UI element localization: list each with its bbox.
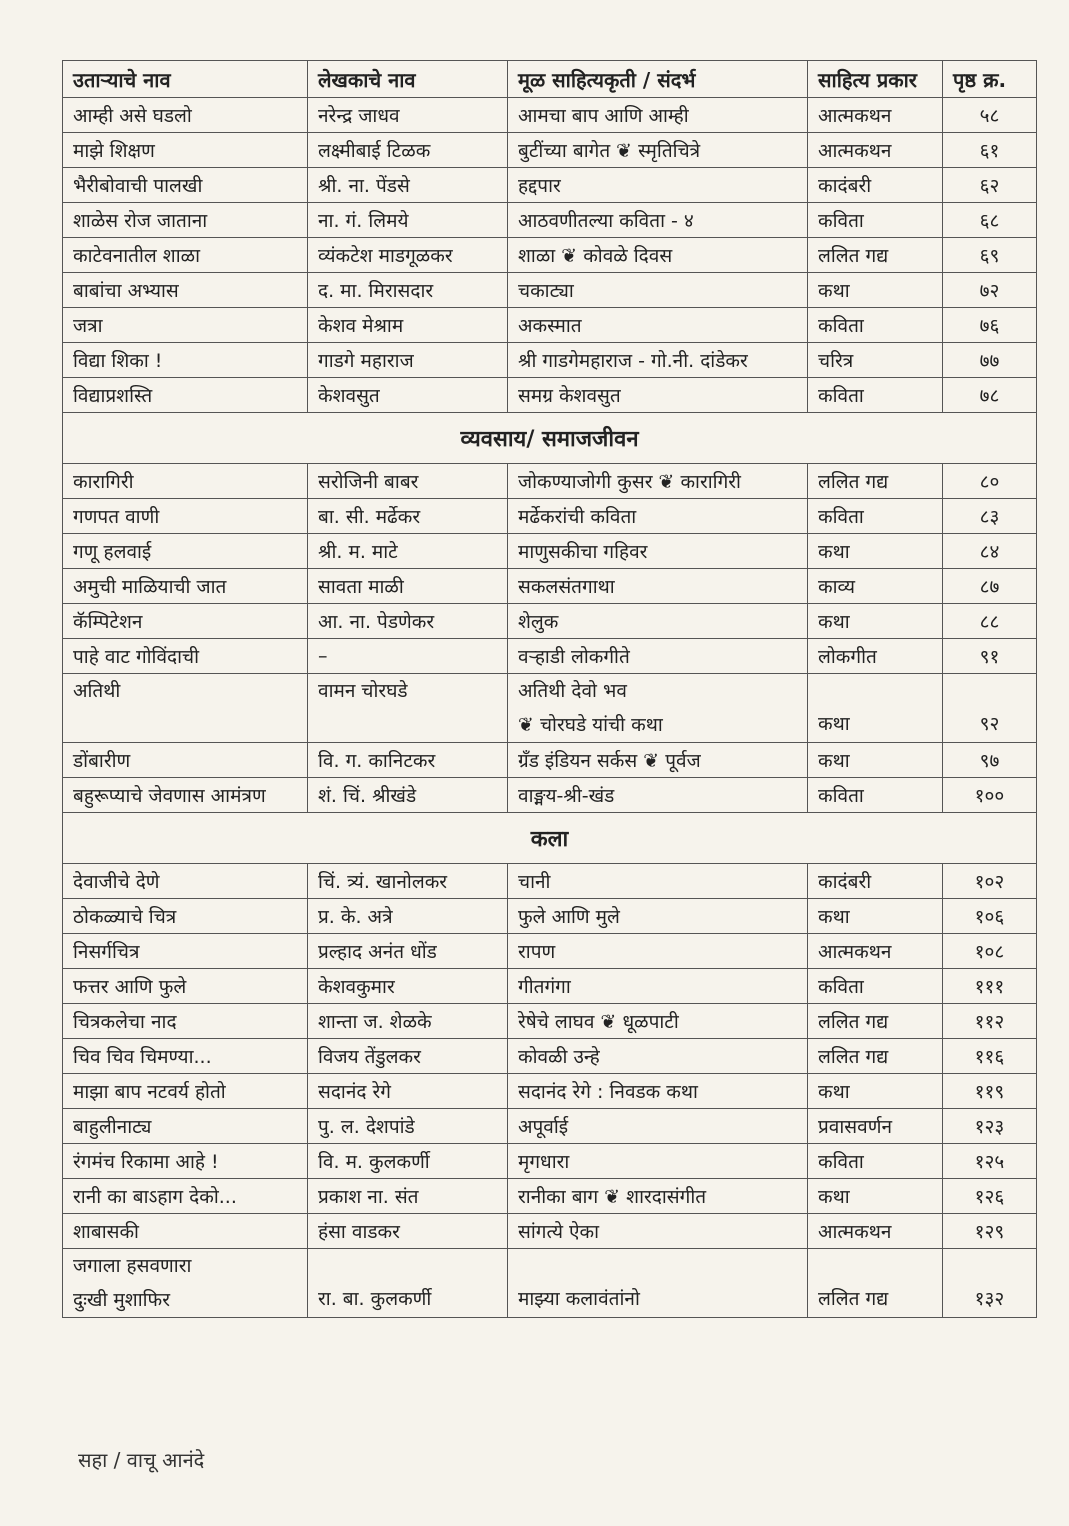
row-source: श्री गाडगेमहाराज - गो.नी. दांडेकर bbox=[508, 343, 808, 378]
row-author: लक्ष्मीबाई टिळक bbox=[308, 133, 508, 168]
row-page: १२९ bbox=[943, 1214, 1037, 1249]
row-author: आ. ना. पेडणेकर bbox=[308, 604, 508, 639]
row-page: १०६ bbox=[943, 899, 1037, 934]
row-author: सरोजिनी बाबर bbox=[308, 464, 508, 499]
table-row bbox=[63, 778, 1037, 813]
row-title: बाहुलीनाट्य bbox=[63, 1109, 308, 1144]
row-type: कथा bbox=[808, 899, 943, 934]
table-row bbox=[63, 1144, 1037, 1179]
row-author: द. मा. मिरासदार bbox=[308, 273, 508, 308]
row-source: शेलुक bbox=[508, 604, 808, 639]
contents-table bbox=[62, 60, 1037, 1318]
row-type: ललित गद्य bbox=[808, 1249, 943, 1318]
row-type: आत्मकथन bbox=[808, 98, 943, 133]
row-source: अपूर्वाई bbox=[508, 1109, 808, 1144]
table-row bbox=[63, 464, 1037, 499]
row-page: ९७ bbox=[943, 743, 1037, 778]
row-page: ८७ bbox=[943, 569, 1037, 604]
row-page: १११ bbox=[943, 969, 1037, 1004]
row-author: पु. ल. देशपांडे bbox=[308, 1109, 508, 1144]
row-source: सदानंद रेगे : निवडक कथा bbox=[508, 1074, 808, 1109]
row-page: ७७ bbox=[943, 343, 1037, 378]
table-row bbox=[63, 743, 1037, 778]
row-type: कथा bbox=[808, 1074, 943, 1109]
row-author: सावता माळी bbox=[308, 569, 508, 604]
row-author: श्री. ना. पेंडसे bbox=[308, 168, 508, 203]
row-type: कथा bbox=[808, 1179, 943, 1214]
row-type: ललित गद्य bbox=[808, 464, 943, 499]
row-author: ना. गं. लिमये bbox=[308, 203, 508, 238]
row-source: वऱ्हाडी लोकगीते bbox=[508, 639, 808, 674]
row-page: ६२ bbox=[943, 168, 1037, 203]
row-title: शाबासकी bbox=[63, 1214, 308, 1249]
section-heading-row bbox=[63, 813, 1037, 864]
section-heading: कला bbox=[63, 813, 1037, 864]
row-source: बुटींच्या बागेत ❦ स्मृतिचित्रे bbox=[508, 133, 808, 168]
header-page: पृष्ठ क्र. bbox=[943, 61, 1037, 98]
row-source: गीतगंगा bbox=[508, 969, 808, 1004]
row-title: जत्रा bbox=[63, 308, 308, 343]
row-type: कविता bbox=[808, 778, 943, 813]
row-title: अमुची माळियाची जात bbox=[63, 569, 308, 604]
atithi-block bbox=[63, 674, 1037, 743]
row-author: वि. म. कुलकर्णी bbox=[308, 1144, 508, 1179]
row-source: आठवणीतल्या कविता - ४ bbox=[508, 203, 808, 238]
section-1-rows bbox=[63, 98, 1037, 413]
row-page: ८० bbox=[943, 464, 1037, 499]
row-title: शाळेस रोज जाताना bbox=[63, 203, 308, 238]
row-source: आमचा बाप आणि आम्ही bbox=[508, 98, 808, 133]
row-type: आत्मकथन bbox=[808, 934, 943, 969]
row-page: १२५ bbox=[943, 1144, 1037, 1179]
row-title: भैरीबोवाची पालखी bbox=[63, 168, 308, 203]
row-page: १२६ bbox=[943, 1179, 1037, 1214]
row-title: डोंबारीण bbox=[63, 743, 308, 778]
row-source: माझ्या कलावंतांनो bbox=[508, 1249, 808, 1318]
row-source: मृगधारा bbox=[508, 1144, 808, 1179]
row-title: आम्ही असे घडलो bbox=[63, 98, 308, 133]
row-type: आत्मकथन bbox=[808, 133, 943, 168]
row-type: कविता bbox=[808, 378, 943, 413]
table-row bbox=[63, 378, 1037, 413]
row-type: चरित्र bbox=[808, 343, 943, 378]
section-heading-row bbox=[63, 413, 1037, 464]
table-row bbox=[63, 569, 1037, 604]
row-source: कोवळी उन्हे bbox=[508, 1039, 808, 1074]
row-author: विजय तेंडुलकर bbox=[308, 1039, 508, 1074]
row-title: निसर्गचित्र bbox=[63, 934, 308, 969]
row-type: कादंबरी bbox=[808, 864, 943, 899]
row-title: माझा बाप नटवर्य होतो bbox=[63, 1074, 308, 1109]
row-source: शाळा ❦ कोवळे दिवस bbox=[508, 238, 808, 273]
row-author: – bbox=[308, 639, 508, 674]
row-author: बा. सी. मर्ढेकर bbox=[308, 499, 508, 534]
row-source: वाङ्मय-श्री-खंड bbox=[508, 778, 808, 813]
table-row bbox=[63, 534, 1037, 569]
row-type: कथा bbox=[808, 674, 943, 743]
row-type: कथा bbox=[808, 604, 943, 639]
row-author: वि. ग. कानिटकर bbox=[308, 743, 508, 778]
section-3 bbox=[63, 813, 1037, 864]
row-title: कारागिरी bbox=[63, 464, 308, 499]
section-2-rows bbox=[63, 464, 1037, 674]
source-line: अतिथी देवो भव bbox=[518, 680, 627, 702]
row-type: ललित गद्य bbox=[808, 238, 943, 273]
row-title: विद्याप्रशस्ति bbox=[63, 378, 308, 413]
row-author: हंसा वाडकर bbox=[308, 1214, 508, 1249]
row-title: रानी का बाऽहाग देको... bbox=[63, 1179, 308, 1214]
row-type: कथा bbox=[808, 534, 943, 569]
row-source: चकाट्या bbox=[508, 273, 808, 308]
row-page: ११९ bbox=[943, 1074, 1037, 1109]
section-3-rows bbox=[63, 864, 1037, 1249]
table-row bbox=[63, 98, 1037, 133]
row-type: कथा bbox=[808, 273, 943, 308]
row-source: समग्र केशवसुत bbox=[508, 378, 808, 413]
table-row bbox=[63, 1249, 1037, 1318]
title-line: दुःखी मुशाफिर bbox=[73, 1289, 170, 1311]
table-row bbox=[63, 168, 1037, 203]
table-row bbox=[63, 1109, 1037, 1144]
row-title: गणपत वाणी bbox=[63, 499, 308, 534]
row-type: कादंबरी bbox=[808, 168, 943, 203]
row-title: काटेवनातील शाळा bbox=[63, 238, 308, 273]
row-type: ललित गद्य bbox=[808, 1039, 943, 1074]
row-title: अतिथी bbox=[63, 674, 308, 743]
row-title: चित्रकलेचा नाद bbox=[63, 1004, 308, 1039]
row-type: ललित गद्य bbox=[808, 1004, 943, 1039]
row-page: ११६ bbox=[943, 1039, 1037, 1074]
row-author: वामन चोरघडे bbox=[308, 674, 508, 743]
row-author: केशवकुमार bbox=[308, 969, 508, 1004]
table-row bbox=[63, 969, 1037, 1004]
table-row bbox=[63, 1074, 1037, 1109]
row-author: गाडगे महाराज bbox=[308, 343, 508, 378]
row-author: व्यंकटेश माडगूळकर bbox=[308, 238, 508, 273]
row-page: ८८ bbox=[943, 604, 1037, 639]
row-page: ६९ bbox=[943, 238, 1037, 273]
table-row bbox=[63, 273, 1037, 308]
row-title: चिव चिव चिमण्या... bbox=[63, 1039, 308, 1074]
table-row bbox=[63, 499, 1037, 534]
table-row bbox=[63, 238, 1037, 273]
table-row bbox=[63, 343, 1037, 378]
row-page: ६८ bbox=[943, 203, 1037, 238]
row-title: रंगमंच रिकामा आहे ! bbox=[63, 1144, 308, 1179]
row-author: प्र. के. अत्रे bbox=[308, 899, 508, 934]
row-title: बहुरूप्याचे जेवणास आमंत्रण bbox=[63, 778, 308, 813]
header-source: मूळ साहित्यकृती / संदर्भ bbox=[508, 61, 808, 98]
table-row bbox=[63, 674, 1037, 743]
row-type: कविता bbox=[808, 1144, 943, 1179]
row-source: रानीका बाग ❦ शारदासंगीत bbox=[508, 1179, 808, 1214]
row-source: माणुसकीचा गहिवर bbox=[508, 534, 808, 569]
row-page: ९१ bbox=[943, 639, 1037, 674]
table-header-row bbox=[63, 61, 1037, 98]
row-source: सकलसंतगाथा bbox=[508, 569, 808, 604]
row-source: चानी bbox=[508, 864, 808, 899]
row-title: ठोकळ्याचे चित्र bbox=[63, 899, 308, 934]
row-author: शं. चिं. श्रीखंडे bbox=[308, 778, 508, 813]
table-row bbox=[63, 308, 1037, 343]
header-title: उताऱ्याचे नाव bbox=[63, 61, 308, 98]
section-2 bbox=[63, 413, 1037, 464]
row-type: कविता bbox=[808, 203, 943, 238]
row-author: केशवसुत bbox=[308, 378, 508, 413]
table-row bbox=[63, 1039, 1037, 1074]
row-page: ५८ bbox=[943, 98, 1037, 133]
row-type: कविता bbox=[808, 969, 943, 1004]
table-row bbox=[63, 864, 1037, 899]
row-title bbox=[63, 1249, 308, 1318]
row-page: १०२ bbox=[943, 864, 1037, 899]
row-page: ८३ bbox=[943, 499, 1037, 534]
row-source: ग्रँड इंडियन सर्कस ❦ पूर्वज bbox=[508, 743, 808, 778]
header-type: साहित्य प्रकार bbox=[808, 61, 943, 98]
table-row bbox=[63, 1214, 1037, 1249]
row-page: ७८ bbox=[943, 378, 1037, 413]
row-title: विद्या शिका ! bbox=[63, 343, 308, 378]
row-page: ८४ bbox=[943, 534, 1037, 569]
header-author: लेखकाचे नाव bbox=[308, 61, 508, 98]
row-type: कथा bbox=[808, 743, 943, 778]
row-title: माझे शिक्षण bbox=[63, 133, 308, 168]
table-row bbox=[63, 203, 1037, 238]
row-author: शान्ता ज. शेळके bbox=[308, 1004, 508, 1039]
row-source: सांगत्ये ऐका bbox=[508, 1214, 808, 1249]
section-2b-rows bbox=[63, 743, 1037, 813]
row-author: नरेन्द्र जाधव bbox=[308, 98, 508, 133]
page-footer: सहा / वाचू आनंदे bbox=[78, 1448, 205, 1472]
row-title: बाबांचा अभ्यास bbox=[63, 273, 308, 308]
table-row bbox=[63, 899, 1037, 934]
row-title: फत्तर आणि फुले bbox=[63, 969, 308, 1004]
row-source: रेषेचे लाघव ❦ धूळपाटी bbox=[508, 1004, 808, 1039]
row-type: लोकगीत bbox=[808, 639, 943, 674]
row-source: हद्दपार bbox=[508, 168, 808, 203]
table-row bbox=[63, 133, 1037, 168]
table-row bbox=[63, 934, 1037, 969]
row-author: चिं. त्र्यं. खानोलकर bbox=[308, 864, 508, 899]
row-author: सदानंद रेगे bbox=[308, 1074, 508, 1109]
row-page: १०० bbox=[943, 778, 1037, 813]
table-row bbox=[63, 1179, 1037, 1214]
row-source: जोकण्याजोगी कुसर ❦ कारागिरी bbox=[508, 464, 808, 499]
table-row bbox=[63, 1004, 1037, 1039]
row-page: १०८ bbox=[943, 934, 1037, 969]
row-author: केशव मेश्राम bbox=[308, 308, 508, 343]
row-title: कॅम्पिटेशन bbox=[63, 604, 308, 639]
row-source bbox=[508, 674, 808, 743]
title-line: जगाला हसवणारा bbox=[73, 1255, 192, 1277]
table-row bbox=[63, 604, 1037, 639]
row-author: रा. बा. कुलकर्णी bbox=[308, 1249, 508, 1318]
row-source: फुले आणि मुले bbox=[508, 899, 808, 934]
row-title: गणू हलवाई bbox=[63, 534, 308, 569]
row-page: ७६ bbox=[943, 308, 1037, 343]
source-line: ❦ चोरघडे यांची कथा bbox=[518, 714, 663, 736]
section-heading: व्यवसाय/ समाजजीवन bbox=[63, 413, 1037, 464]
row-source: मर्ढेकरांची कविता bbox=[508, 499, 808, 534]
row-source: अकस्मात bbox=[508, 308, 808, 343]
row-type: काव्य bbox=[808, 569, 943, 604]
row-type: आत्मकथन bbox=[808, 1214, 943, 1249]
last-block bbox=[63, 1249, 1037, 1318]
row-page: ११२ bbox=[943, 1004, 1037, 1039]
row-page: ७२ bbox=[943, 273, 1037, 308]
row-title: देवाजीचे देणे bbox=[63, 864, 308, 899]
row-page: १३२ bbox=[943, 1249, 1037, 1318]
row-type: प्रवासवर्णन bbox=[808, 1109, 943, 1144]
row-author: प्रल्हाद अनंत धोंड bbox=[308, 934, 508, 969]
row-author: प्रकाश ना. संत bbox=[308, 1179, 508, 1214]
row-title: पाहे वाट गोविंदाची bbox=[63, 639, 308, 674]
row-page: ९२ bbox=[943, 674, 1037, 743]
row-page: ६१ bbox=[943, 133, 1037, 168]
table-row bbox=[63, 639, 1037, 674]
row-source: रापण bbox=[508, 934, 808, 969]
row-type: कविता bbox=[808, 308, 943, 343]
row-page: १२३ bbox=[943, 1109, 1037, 1144]
row-type: कविता bbox=[808, 499, 943, 534]
row-author: श्री. म. माटे bbox=[308, 534, 508, 569]
